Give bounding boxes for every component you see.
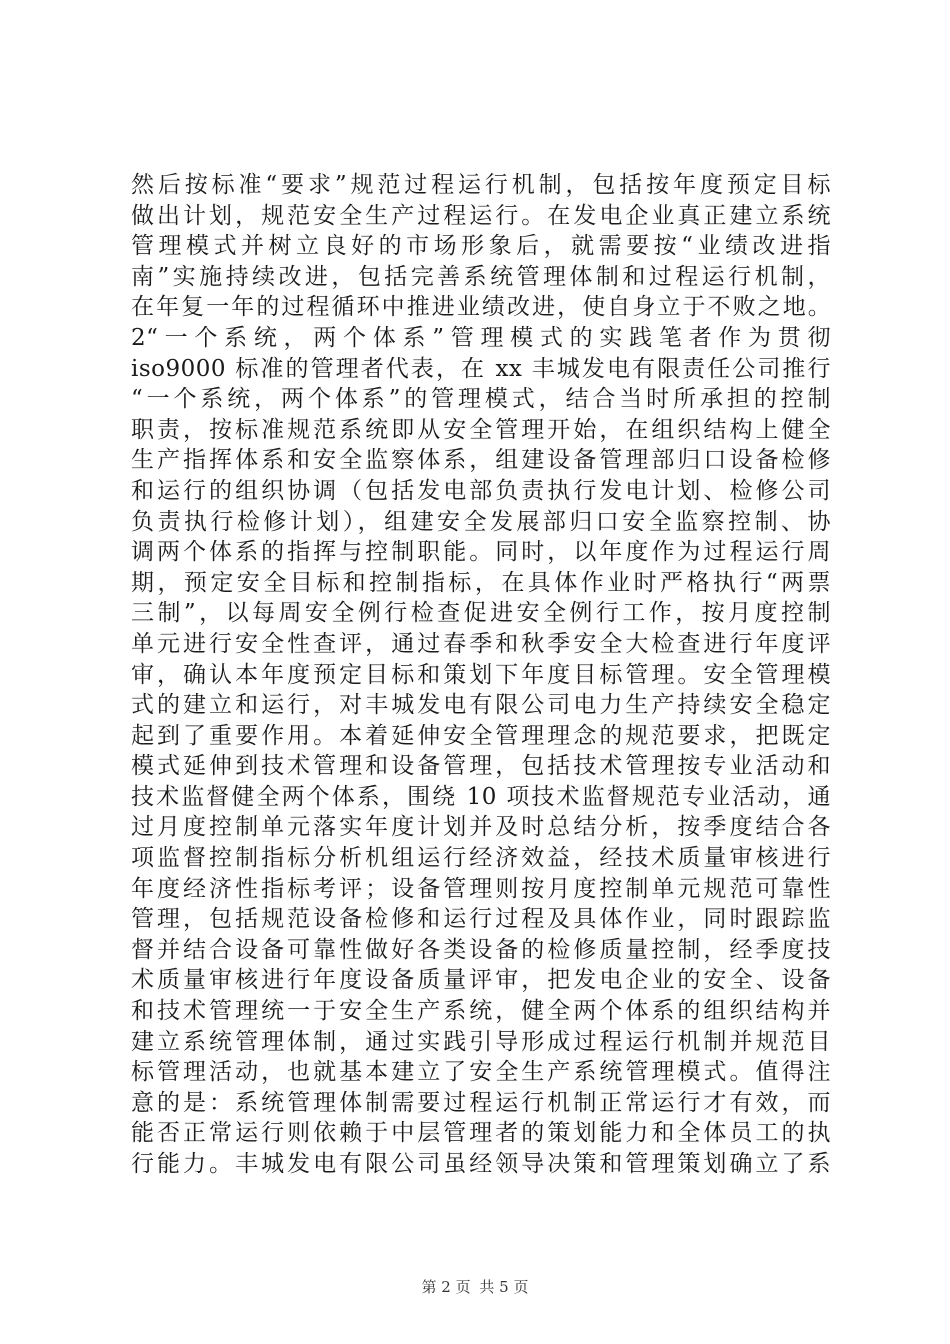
body-text (131, 170, 831, 1180)
text-line: 能否正常运行则依赖于中层管理者的策划能力和全体员工的执 (131, 1120, 831, 1147)
text-line: 负责执行检修计划），组建安全发展部归口安全监察控制、协 (131, 508, 831, 535)
page-footer (0, 1276, 950, 1297)
text-line: 然后按标准“要求”规范过程运行机制，包括按年度预定目标 (131, 172, 831, 198)
text-line: 行能力。丰城发电有限公司虽经领导决策和管理策划确立了系 (131, 1151, 831, 1177)
text-line: 做出计划，规范安全生产过程运行。在发电企业真正建立系统 (131, 202, 831, 229)
text-line: 和运行的组织协调（包括发电部负责执行发电计划、检修公司 (131, 477, 831, 504)
text-line: 管理模式并树立良好的市场形象后，就需要按“业绩改进指 (131, 233, 831, 260)
page-number-current: 第 2 页 (421, 1278, 471, 1296)
text-line: 2“一个系统，两个体系”管理模式的实践笔者作为贯彻 (131, 324, 831, 351)
text-line: 三制”，以每周安全例行检查促进安全例行工作，按月度控制 (131, 600, 831, 627)
text-line: 建立系统管理体制，通过实践引导形成过程运行机制并规范目 (131, 1028, 831, 1055)
text-line: 模式延伸到技术管理和设备管理，包括技术管理按专业活动和 (131, 753, 831, 780)
text-line: 审，确认本年度预定目标和策划下年度目标管理。安全管理模 (131, 661, 831, 688)
page-number-total: 共 5 页 (479, 1278, 529, 1296)
text-line: 技术监督健全两个体系，围绕 10 项技术监督规范专业活动，通 (131, 783, 831, 810)
text-line: 调两个体系的指挥与控制职能。同时，以年度作为过程运行周 (131, 539, 831, 566)
text-line: 式的建立和运行，对丰城发电有限公司电力生产持续安全稳定 (131, 692, 831, 719)
text-line: 督并结合设备可靠性做好各类设备的检修质量控制，经季度技 (131, 936, 831, 963)
text-line: 术质量审核进行年度设备质量评审，把发电企业的安全、设备 (131, 967, 831, 994)
text-line: 项监督控制指标分析机组运行经济效益，经技术质量审核进行 (131, 845, 831, 872)
text-line: 单元进行安全性查评，通过春季和秋季安全大检查进行年度评 (131, 630, 831, 657)
text-line: 起到了重要作用。本着延伸安全管理理念的规范要求，把既定 (131, 722, 831, 749)
text-line: 期，预定安全目标和控制指标，在具体作业时严格执行“两票 (131, 569, 831, 596)
text-line: 过月度控制单元落实年度计划并及时总结分析，按季度结合各 (131, 814, 831, 841)
text-line: 职责，按标准规范系统即从安全管理开始，在组织结构上健全 (131, 416, 831, 443)
text-line: 生产指挥体系和安全监察体系，组建设备管理部归口设备检修 (131, 447, 831, 474)
text-line: “一个系统，两个体系”的管理模式，结合当时所承担的控制 (131, 386, 831, 413)
text-line: 在年复一年的过程循环中推进业绩改进，使自身立于不败之地。 (131, 294, 831, 321)
text-line: 和技术管理统一于安全生产系统，健全两个体系的组织结构并 (131, 998, 831, 1025)
text-line: 南”实施持续改进，包括完善系统管理体制和过程运行机制， (131, 263, 831, 290)
text-line: 年度经济性指标考评；设备管理则按月度控制单元规范可靠性 (131, 875, 831, 902)
text-line: 意的是：系统管理体制需要过程运行机制正常运行才有效，而 (131, 1089, 831, 1116)
text-line: 管理，包括规范设备检修和运行过程及具体作业，同时跟踪监 (131, 906, 831, 933)
text-line: 标管理活动，也就基本建立了安全生产系统管理模式。值得注 (131, 1059, 831, 1086)
text-line: iso9000 标准的管理者代表，在 xx 丰城发电有限责任公司推行 (131, 355, 831, 382)
